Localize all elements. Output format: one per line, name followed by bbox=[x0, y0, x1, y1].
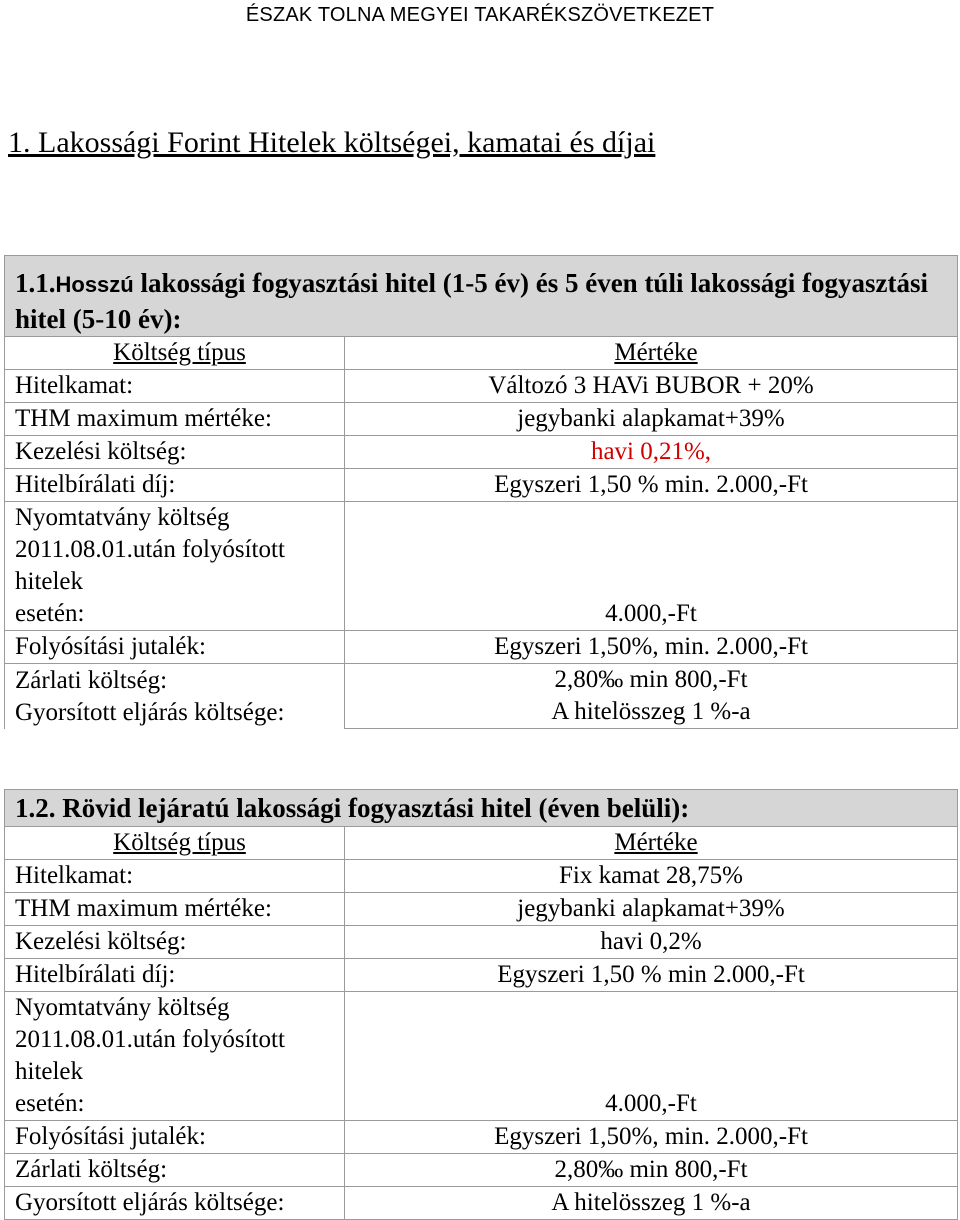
row-value: jegybanki alapkamat+39% bbox=[345, 403, 958, 436]
column-header-value: Mértéke bbox=[345, 337, 958, 370]
row-label: Folyósítási jutalék: bbox=[5, 1121, 345, 1154]
table-row bbox=[5, 860, 958, 893]
table-row bbox=[5, 959, 958, 992]
row-value: Egyszeri 1,50%, min. 2.000,-Ft bbox=[345, 1121, 958, 1154]
table-row bbox=[5, 992, 958, 1121]
row-value: 2,80‰ min 800,-Ft A hitelösszeg 1 %-a bbox=[345, 664, 958, 729]
row-value: Egyszeri 1,50 % min. 2.000,-Ft bbox=[345, 469, 958, 502]
row-label: Nyomtatvány költség 2011.08.01.után folyósított hitelek esetén: bbox=[5, 992, 345, 1121]
column-header-type: Költség típus bbox=[5, 337, 345, 370]
table-row bbox=[5, 502, 958, 631]
table-row bbox=[5, 664, 958, 729]
row-label: Zárlati költség: bbox=[5, 1154, 345, 1187]
row-value: Fix kamat 28,75% bbox=[345, 860, 958, 893]
table-row bbox=[5, 436, 958, 469]
section-1-title: 1.1.Hosszú lakossági fogyasztási hitel (1-5 év) és 5 éven túli lakossági fogyasztási hitel (5-10 év): bbox=[5, 256, 958, 337]
row-label: Zárlati költség: Gyorsított eljárás költsége: bbox=[5, 664, 345, 729]
row-value: 4.000,-Ft bbox=[345, 502, 958, 631]
row-label: Hitelbírálati díj: bbox=[5, 469, 345, 502]
row-value: 2,80‰ min 800,-Ft bbox=[345, 1154, 958, 1187]
row-label: THM maximum mértéke: bbox=[5, 893, 345, 926]
section-2-table bbox=[4, 789, 958, 1220]
row-value: jegybanki alapkamat+39% bbox=[345, 893, 958, 926]
row-label: Hitelbírálati díj: bbox=[5, 959, 345, 992]
section-1-title-row bbox=[5, 256, 958, 337]
row-label: Hitelkamat: bbox=[5, 860, 345, 893]
organization-name: ÉSZAK TOLNA MEGYEI TAKARÉKSZÖVETKEZET bbox=[245, 4, 715, 26]
table-row bbox=[5, 1121, 958, 1154]
table-row bbox=[5, 1154, 958, 1187]
table-row bbox=[5, 1187, 958, 1220]
table-row bbox=[5, 631, 958, 664]
section-2-title-row bbox=[5, 790, 958, 827]
row-value: Változó 3 HAVi BUBOR + 20% bbox=[345, 370, 958, 403]
row-value: Egyszeri 1,50%, min. 2.000,-Ft bbox=[345, 631, 958, 664]
table-row bbox=[5, 403, 958, 436]
table-row bbox=[5, 370, 958, 403]
row-value-highlighted: havi 0,21%, bbox=[345, 436, 958, 469]
row-value: A hitelösszeg 1 %-a bbox=[345, 1187, 958, 1220]
row-label: THM maximum mértéke: bbox=[5, 403, 345, 436]
page-heading: 1. Lakossági Forint Hitelek költségei, kamatai és díjai bbox=[8, 126, 656, 159]
row-value: 4.000,-Ft bbox=[345, 992, 958, 1121]
row-label: Kezelési költség: bbox=[5, 926, 345, 959]
row-label: Nyomtatvány költség 2011.08.01.után folyósított hitelek esetén: bbox=[5, 502, 345, 631]
table-row bbox=[5, 893, 958, 926]
section-2-header-row bbox=[5, 827, 958, 860]
row-label: Folyósítási jutalék: bbox=[5, 631, 345, 664]
section-1-header-row bbox=[5, 337, 958, 370]
row-label: Hitelkamat: bbox=[5, 370, 345, 403]
column-header-value: Mértéke bbox=[345, 827, 958, 860]
row-label: Kezelési költség: bbox=[5, 436, 345, 469]
table-row bbox=[5, 926, 958, 959]
row-value: Egyszeri 1,50 % min 2.000,-Ft bbox=[345, 959, 958, 992]
column-header-type: Költség típus bbox=[5, 827, 345, 860]
section-2-title: 1.2. Rövid lejáratú lakossági fogyasztási hitel (éven belüli): bbox=[5, 790, 958, 827]
row-label: Gyorsított eljárás költsége: bbox=[5, 1187, 345, 1220]
section-1-table bbox=[4, 255, 958, 729]
row-value: havi 0,2% bbox=[345, 926, 958, 959]
table-row bbox=[5, 469, 958, 502]
